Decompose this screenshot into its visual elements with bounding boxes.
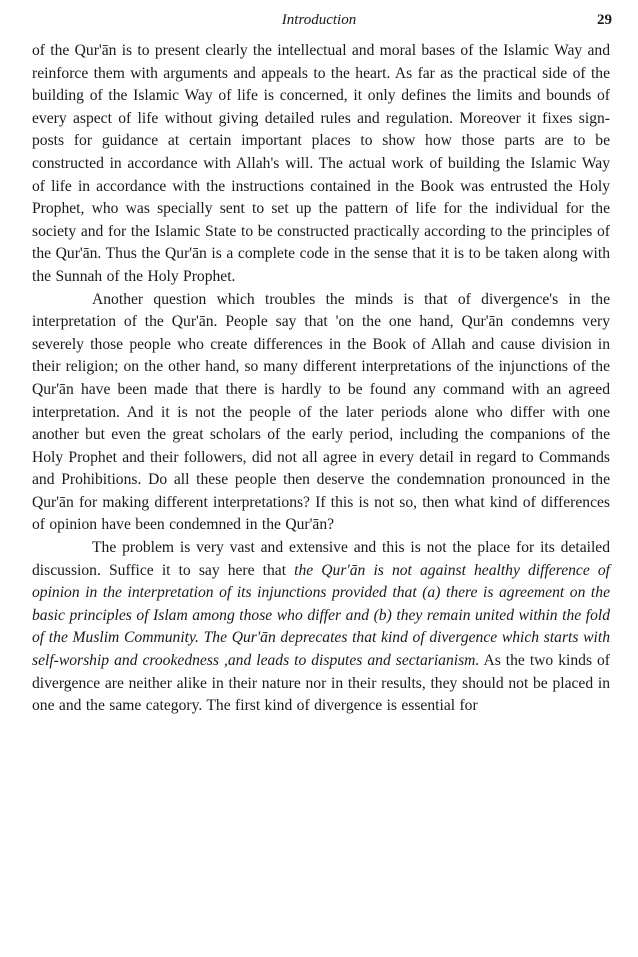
running-header <box>0 8 638 32</box>
page-number: 29 <box>597 12 612 28</box>
chapter-title: Introduction <box>281 12 357 28</box>
italic-emphasis-text: the Qur'ān is not against healthy difference of opinion in the interpretation of its injunctions provided that (a) there is agreement on the basic principles of Islam among those who differ and (b) they remain united within the fold of the Muslim Community. The Qur'ān deprecates that kind of divergence which starts with self-worship and crookedness ,and leads to disputes and sectarianism. <box>32 561 610 670</box>
paragraph-continuation: of the Qur'ān is to present clearly the intellectual and moral bases of the Islamic Way and reinforce them with arguments and appeals to the heart. As far as the practical side of the building of the Islamic Way of life is concerned, it only defines the limits and bounds of every aspect of life without giving detailed rules and regulation. Moreover it fixes sign-posts for guidance at certain important places to show how those parts are to be constructed in accordance with Allah's will. The actual work of building the Islamic Way of life in accordance with the instructions contained in the Book was entrusted the Holy Prophet, who was specially sent to set up the pattern of life for the individual for the society and for the Islamic State to be constructed practically according to the principles of the Qur'ān. Thus the Qur'ān is a complete code in the sense that it is to be taken along with the Sunnah of the Holy Prophet. <box>32 42 610 285</box>
paragraph-rest-text: As the two kinds of divergence are neither alike in their nature nor in their results, they should not be placed in one and the same category. The first kind of divergence is essential for <box>32 652 610 715</box>
body-text <box>32 40 610 718</box>
paragraph-intro-text: The problem is very vast and extensive and this is not the place for its detailed discussion. Suffice it to say here that <box>32 539 610 579</box>
paragraph-problem-answer <box>32 537 610 718</box>
paragraph-divergence-question: Another question which troubles the minds is that of divergence's in the interpretation of the Qur'ān. People say that 'on the one hand, Qur'ān condemns very severely those people who create differences in the Book of Allah and cause division in their religion; on the other hand, so many different interpretations of the injunctions of the Qur'ān have been made that there is hardly to be found any command with an agreed interpretation. And it is not the people of the later periods alone who differ with one another but even the great scholars of the early period, including the companions of the Holy Prophet and their followers, did not all agree in every detail in regard to Commands and Prohibitions. Do all these people then deserve the condemnation pronounced in the Qur'ān for making different interpretations? If this is not so, then what kind of differences of opinion have been condemned in the Qur'ān? <box>32 290 610 534</box>
